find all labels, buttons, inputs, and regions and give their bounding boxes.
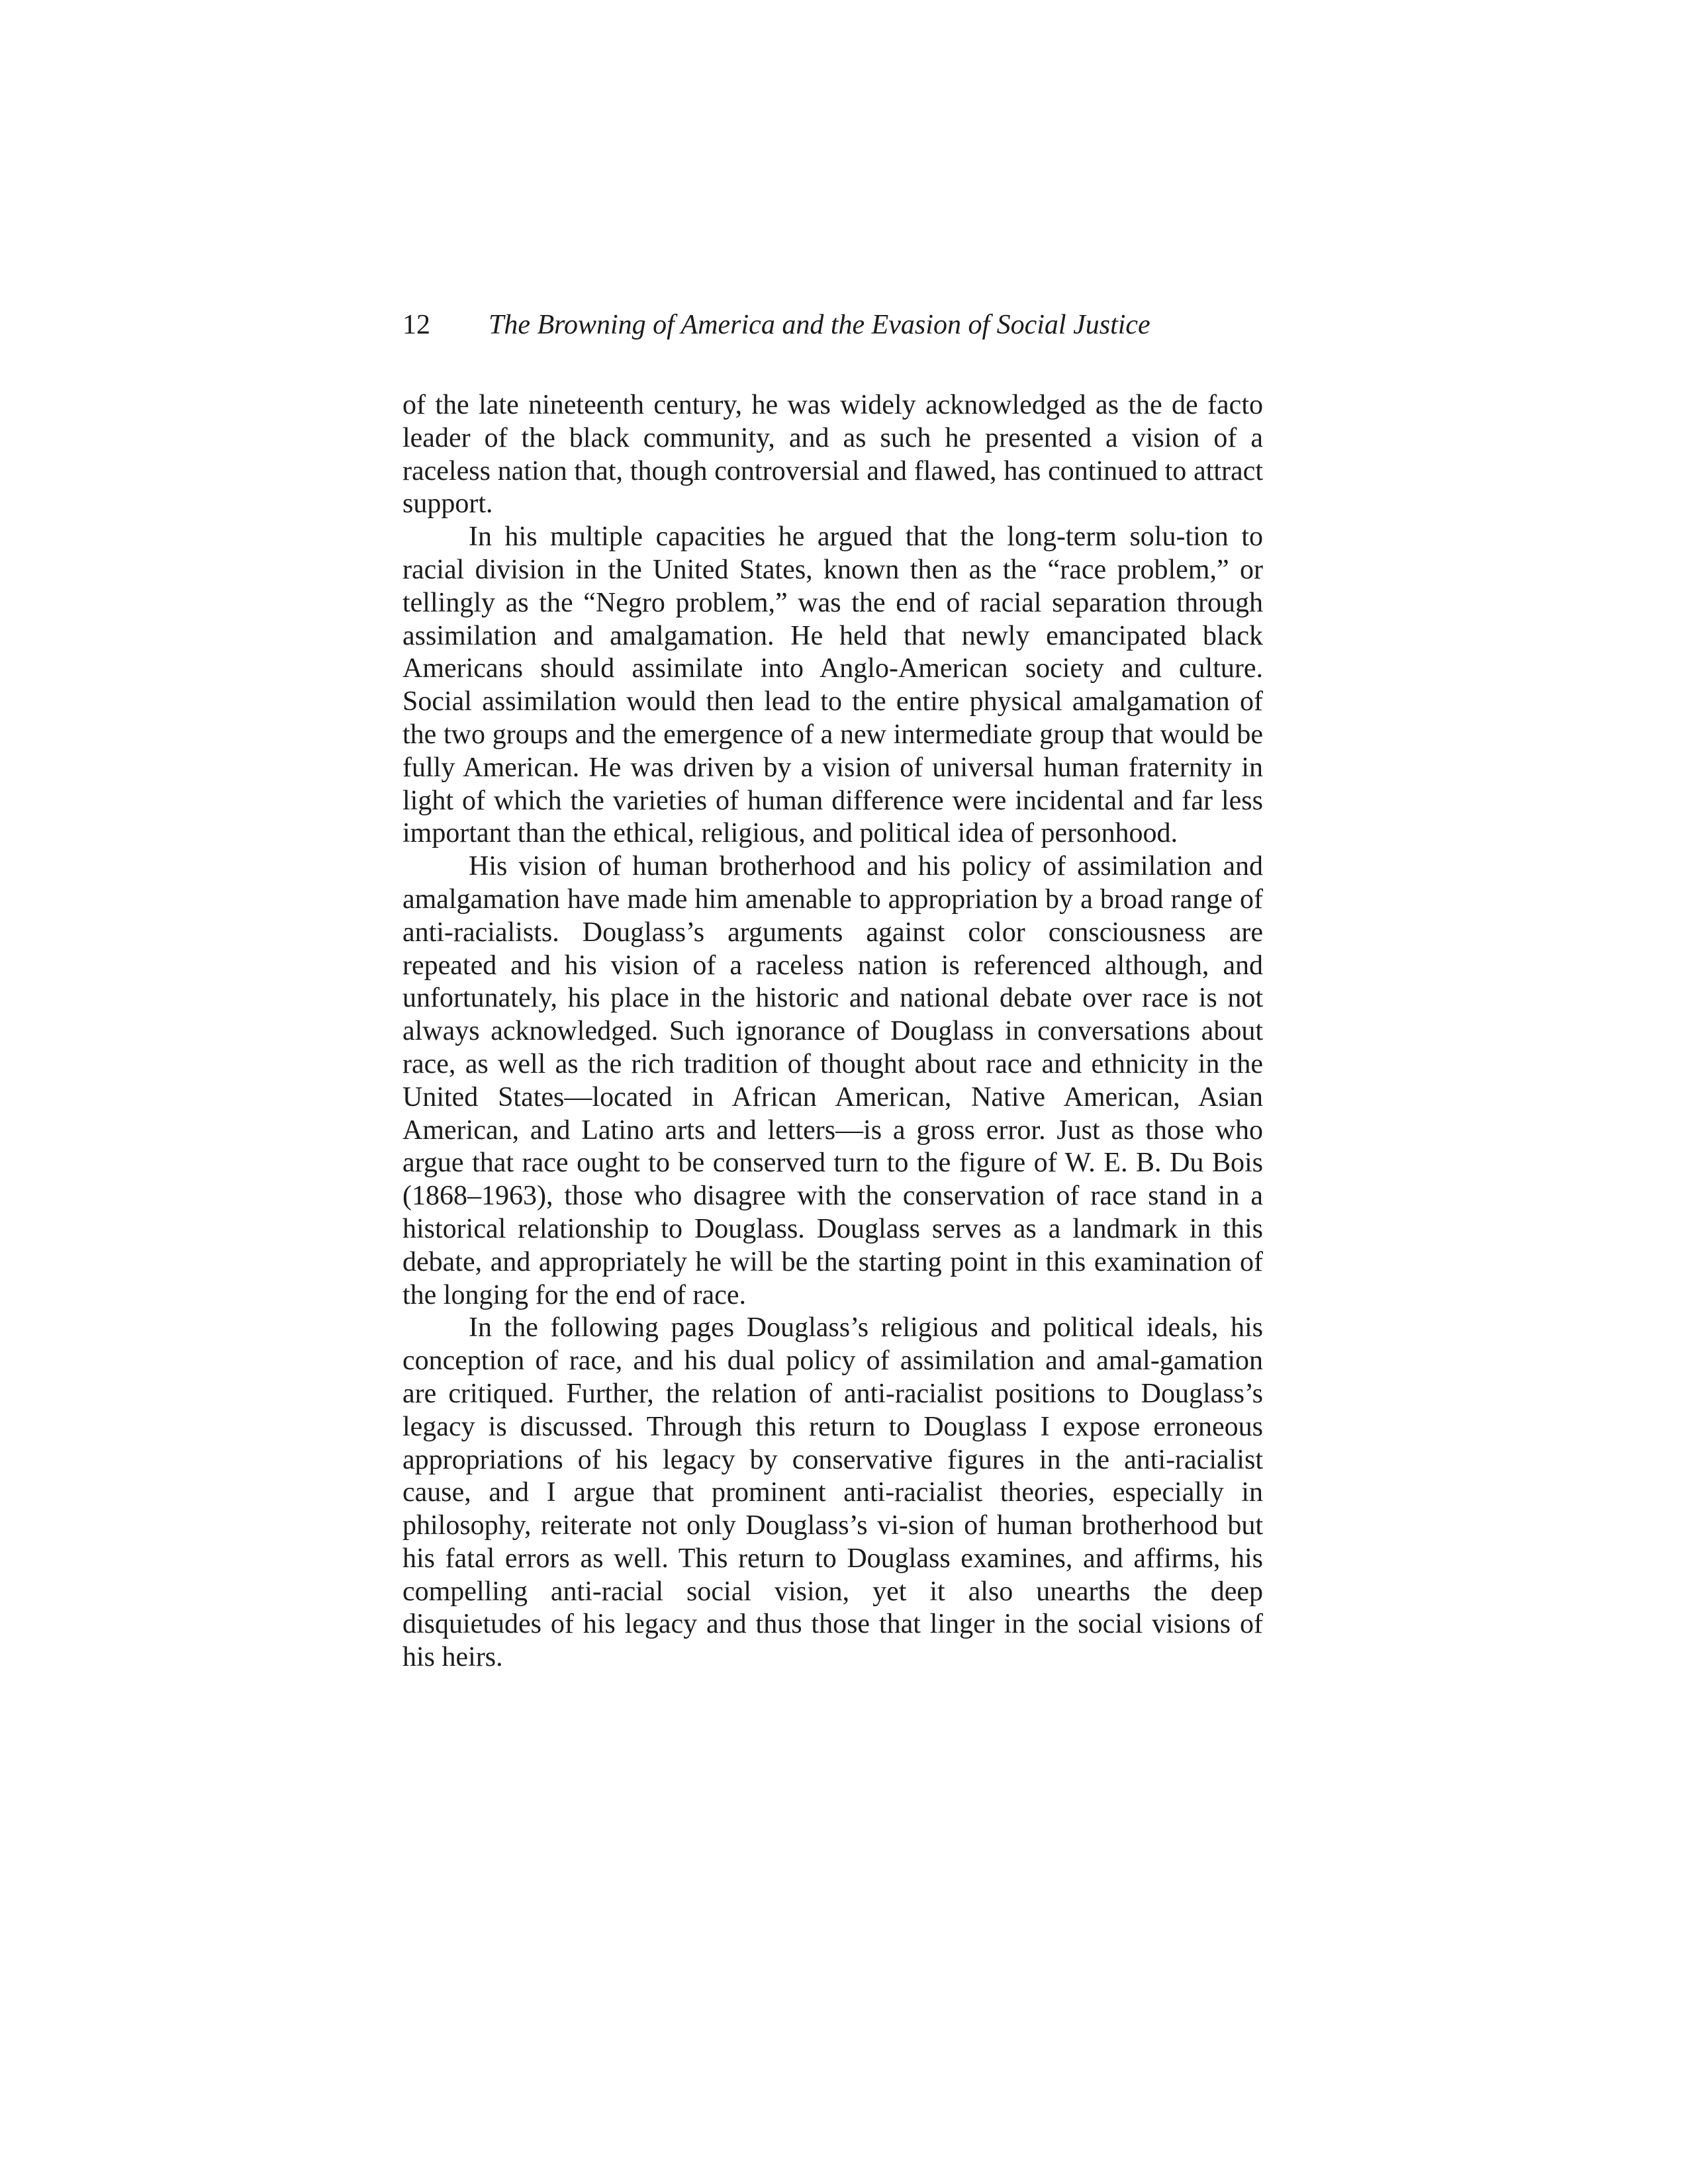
body-text [402, 389, 1263, 1674]
paragraph-race-problem: In his multiple capacities he argued that the long-term solu-tion to racial division in the United States, known then as the “race problem,” or tellingly as the “Negro problem,” was the end of racial separation through assimilation and amalgamation. He held that newly emancipated black Americans should assimilate into Anglo-American society and culture. Social assimilation would then lead to the entire physical amalgamation of the two groups and the emergence of a new intermediate group that would be fully American. He was driven by a vision of universal human fraternity in light of which the varieties of human difference were incidental and far less important than the ethical, religious, and political idea of personhood. [402, 522, 1263, 849]
paragraph-human-brotherhood: His vision of human brotherhood and his policy of assimilation and amalgamation have made him amenable to appropriation by a broad range of anti-racialists. Douglass’s arguments against color consciousness are repeated and his vision of a raceless nation is referenced although, and unfortunately, his place in the historic and national debate over race is not always acknowledged. Such ignorance of Douglass in conversations about race, as well as the rich tradition of thought about race and ethnicity in the United States—located in African American, Native American, Asian American, and Latino arts and letters—is a gross error. Just as those who argue that race ought to be conserved turn to the figure of W. E. B. Du Bois (1868–1963), those who disagree with the conservation of race stand in a historical relationship to Douglass. Douglass serves as a landmark in this debate, and appropriately he will be the starting point in this examination of the longing for the end of race. [402, 851, 1263, 1310]
running-title: The Browning of America and the Evasion of Social Justice [489, 310, 1150, 340]
page-number: 12 [402, 310, 430, 340]
paragraph-following-pages: In the following pages Douglass’s religious and political ideals, his conception of race, and his dual policy of assimilation and amal-gamation are critiqued. Further, the relation of anti-racialist positions to Douglass’s legacy is discussed. Through this return to Douglass I expose erroneous appropriations of his legacy by conservative figures in the anti-racialist cause, and I argue that prominent anti-racialist theories, especially in philosophy, reiterate not only Douglass’s vi-sion of human brotherhood but his fatal errors as well. This return to Douglass examines, and affirms, his compelling anti-racial social vision, yet it also unearths the deep disquietudes of his legacy and thus those that linger in the social visions of his heirs. [402, 1312, 1263, 1673]
running-head [402, 308, 1263, 342]
paragraph-continued: of the late nineteenth century, he was widely acknowledged as the de facto leader of the black community, and as such he presented a vision of a raceless nation that, though controversial and flawed, has continued to attract support. [402, 390, 1263, 520]
